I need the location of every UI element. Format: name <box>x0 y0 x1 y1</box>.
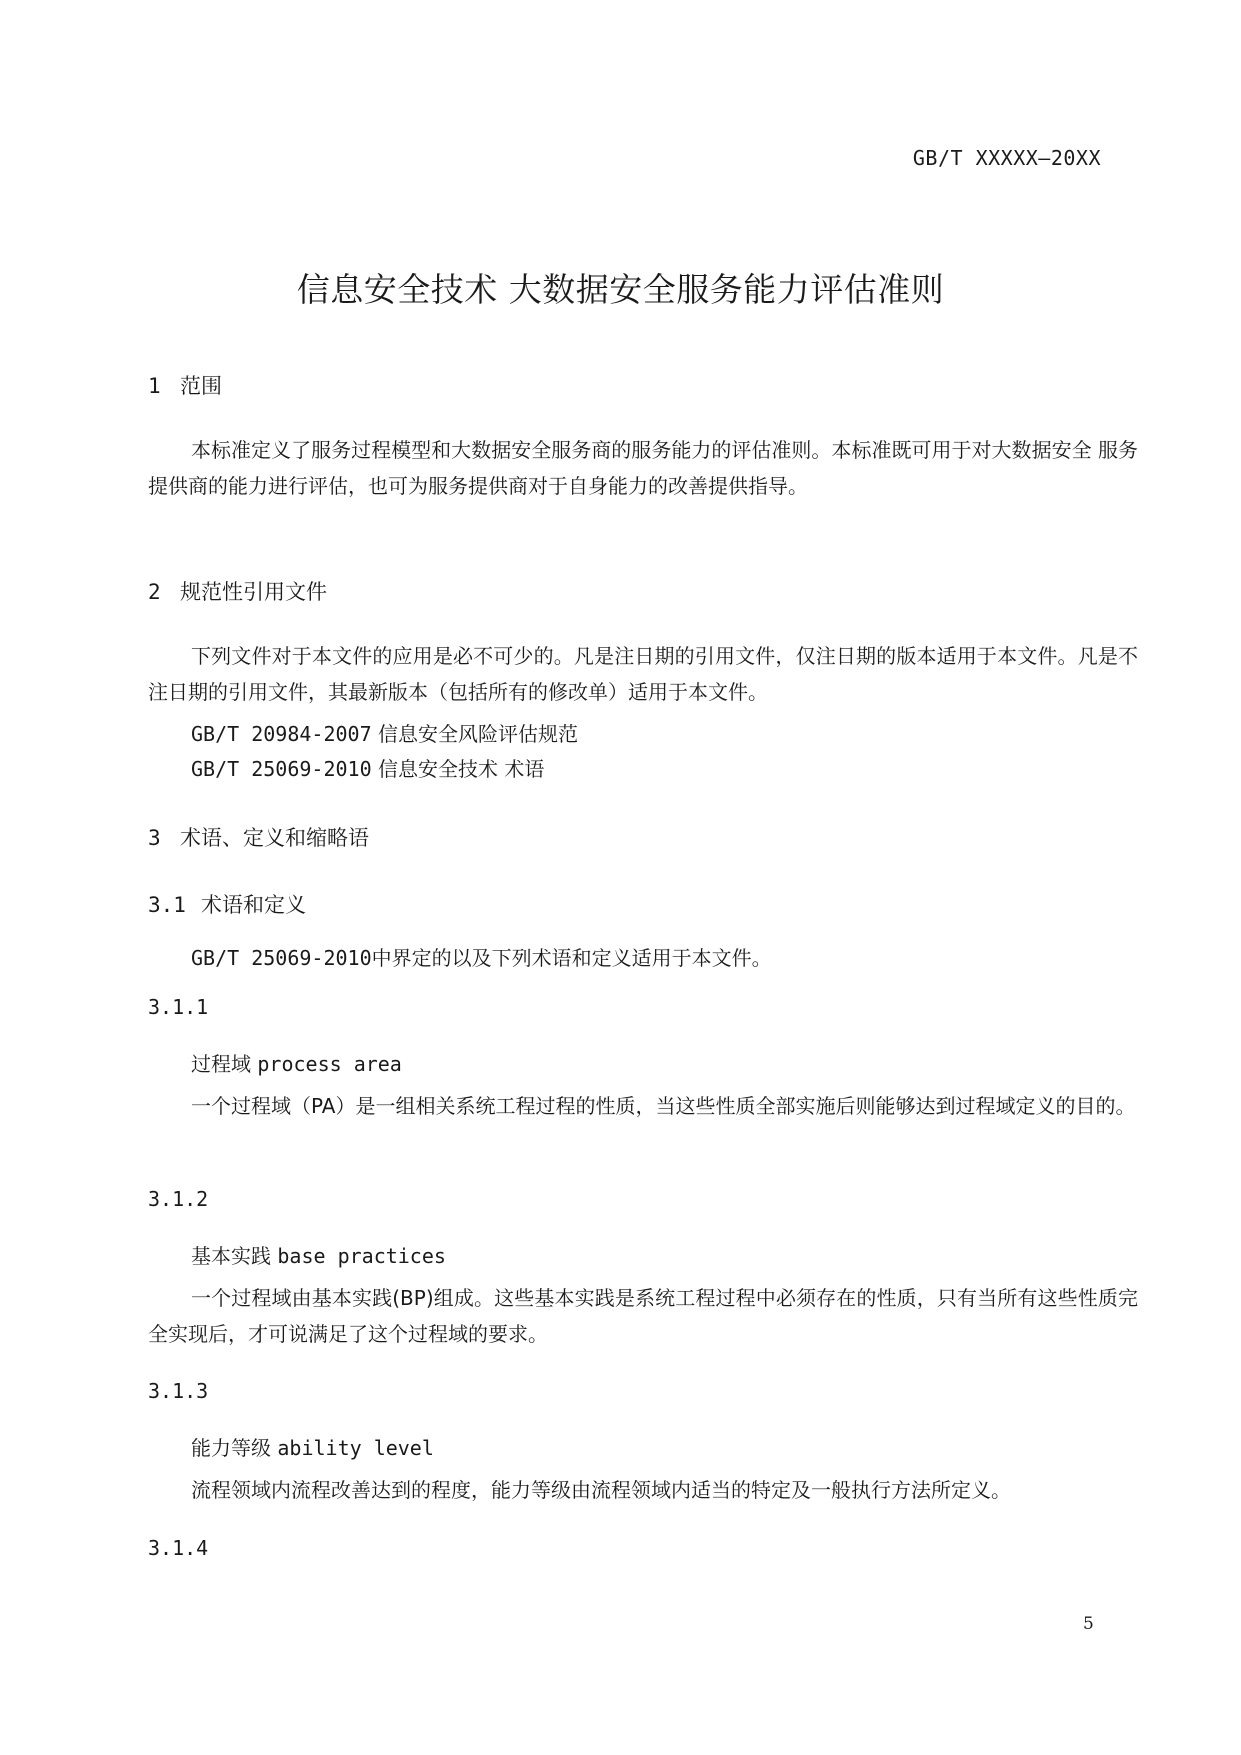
term-english: process area <box>257 1052 402 1076</box>
section-title: 术语和定义 <box>201 893 306 917</box>
page-number: 5 <box>1083 1614 1094 1634</box>
section-number: 1 <box>148 374 161 398</box>
term-number: 3.1.4 <box>148 1536 209 1560</box>
intro-text: 中界定的以及下列术语和定义适用于本文件。 <box>371 946 772 970</box>
normative-reference <box>191 718 578 747</box>
term-number: 3.1.1 <box>148 995 209 1019</box>
intro-reference-code: GB/T 25069-2010 <box>191 946 372 970</box>
section-3-1-heading <box>148 889 306 919</box>
section-number: 3.1 <box>148 893 186 917</box>
section-3-heading <box>148 822 369 852</box>
standard-code: GB/T XXXXX—20XX <box>912 146 1101 170</box>
reference-name: 信息安全风险评估规范 <box>377 722 578 746</box>
normative-reference <box>191 753 544 782</box>
term-english: ability level <box>277 1436 434 1460</box>
term-chinese: 基本实践 <box>191 1244 271 1268</box>
term-definition: 一个过程域由基本实践(BP)组成。这些基本实践是系统工程过程中必须存在的性质，只有当所有这些性质完全实现后，才可说满足了这个过程域的要求。 <box>148 1286 1138 1346</box>
reference-code: GB/T 25069-2010 <box>191 757 372 781</box>
section-1-heading <box>148 370 222 400</box>
term-definition: 一个过程域（PA）是一组相关系统工程过程的性质，当这些性质全部实施后则能够达到过程域定义的目的。 <box>191 1094 1136 1118</box>
section-number: 3 <box>148 826 161 850</box>
term-english: base practices <box>277 1244 446 1268</box>
term-number: 3.1.3 <box>148 1379 209 1403</box>
term-number: 3.1.2 <box>148 1187 209 1211</box>
term-chinese: 过程域 <box>191 1052 251 1076</box>
term-chinese: 能力等级 <box>191 1436 271 1460</box>
section-title: 术语、定义和缩略语 <box>180 826 369 850</box>
term-definition: 流程领域内流程改善达到的程度，能力等级由流程领域内适当的特定及一般执行方法所定义。 <box>191 1478 1011 1502</box>
term-name <box>191 1240 446 1269</box>
term-name <box>191 1048 402 1077</box>
section-2-heading <box>148 576 327 606</box>
reference-code: GB/T 20984-2007 <box>191 722 372 746</box>
section-2-paragraph: 下列文件对于本文件的应用是必不可少的。凡是注日期的引用文件，仅注日期的版本适用于本文件。凡是不注日期的引用文件，其最新版本（包括所有的修改单）适用于本文件。 <box>148 644 1138 704</box>
section-1-paragraph: 本标准定义了服务过程模型和大数据安全服务商的服务能力的评估准则。本标准既可用于对大数据安全 服务提供商的能力进行评估，也可为服务提供商对于自身能力的改善提供指导。 <box>148 438 1138 498</box>
section-3-1-intro <box>191 942 772 971</box>
section-title: 规范性引用文件 <box>180 580 327 604</box>
section-number: 2 <box>148 580 161 604</box>
section-title: 范围 <box>180 374 222 398</box>
term-name <box>191 1432 434 1461</box>
reference-name: 信息安全技术 术语 <box>377 757 545 781</box>
document-title: 信息安全技术 大数据安全服务能力评估准则 <box>296 270 945 309</box>
